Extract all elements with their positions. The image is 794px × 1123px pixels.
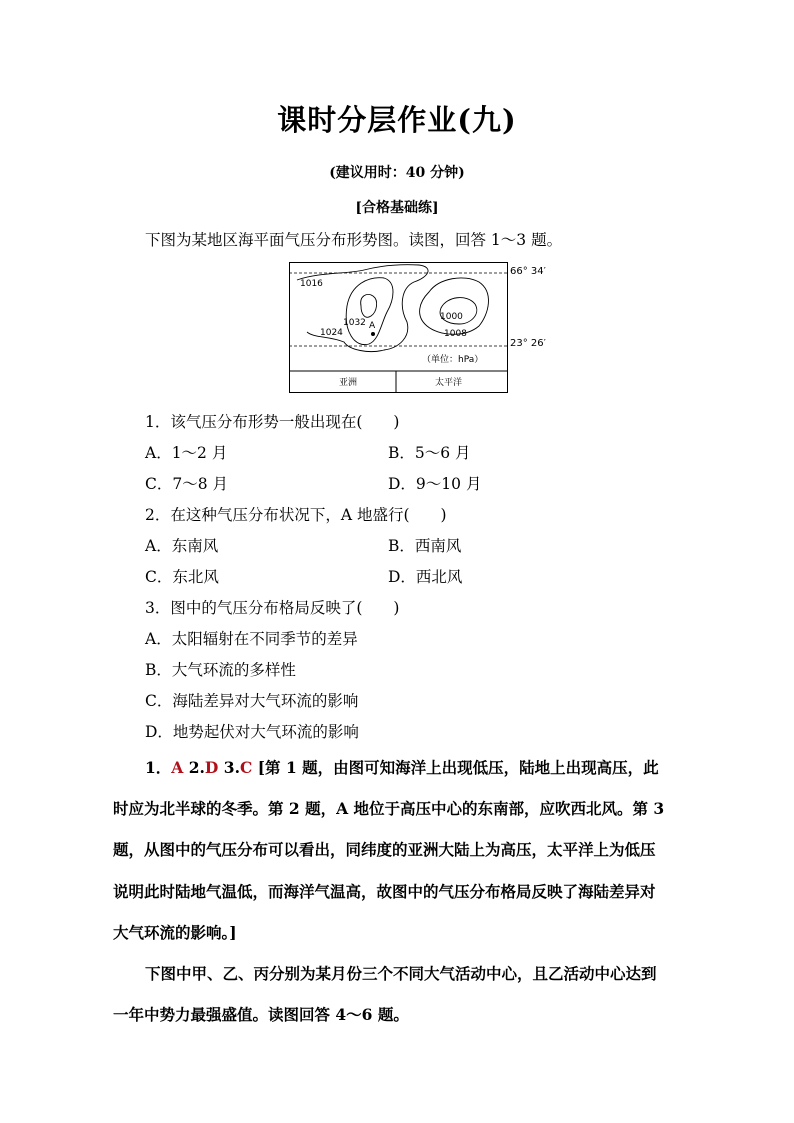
section-heading: [合格基础练] [355, 200, 439, 216]
label-1016: 1016 [300, 279, 323, 289]
answer-1-num: 1． [145, 758, 172, 777]
intro-1-3: 下图为某地区海平面气压分布形势图。读图，回答 1～3 题。 [145, 231, 563, 249]
q2-option-b: B．西南风 [388, 537, 462, 555]
q1-option-d: D．9～10 月 [388, 475, 482, 493]
explanation-text-2: 时应为北半球的冬季。第 2 题，A 地位于高压中心的东南部，应吹西北风。第 3 [113, 799, 665, 818]
region-asia: 亚洲 [339, 378, 358, 388]
answer-2-key: D [204, 758, 219, 777]
label-1000: 1000 [440, 312, 463, 322]
q2-stem: 2．在这种气压分布状况下，A 地盛行( ) [145, 506, 447, 524]
label-1024: 1024 [320, 328, 343, 338]
answer-3-key: C [239, 758, 253, 777]
intro-4-6-line-2: 一年中势力最强盛值。读图回答 4～6 题。 [113, 1005, 409, 1024]
q2-option-c: C．东北风 [145, 568, 219, 586]
point-a-marker [371, 332, 375, 336]
explanation-text-4: 说明此时陆地气温低，而海洋气温高，故图中的气压分布格局反映了海陆差异对 [113, 882, 656, 901]
pressure-map-figure [289, 262, 508, 393]
time-note: (建议用时：40 分钟) [329, 165, 465, 181]
answer-1-key: A [171, 758, 184, 777]
q3-option-c: C．海陆差异对大气环流的影响 [145, 692, 359, 710]
q3-option-a: A．太阳辐射在不同季节的差异 [145, 630, 358, 648]
q3-option-b: B．大气环流的多样性 [145, 661, 296, 679]
q3-option-d: D．地势起伏对大气环流的影响 [145, 723, 359, 741]
q1-option-a: A．1～2 月 [145, 444, 228, 462]
q3-stem: 3．图中的气压分布格局反映了( ) [145, 599, 400, 617]
label-1032: 1032 [343, 318, 366, 328]
intro-4-6-line-1: 下图中甲、乙、丙分别为某月份三个不同大气活动中心，且乙活动中心达到 [145, 964, 657, 983]
page-title: 课时分层作业(九) [277, 103, 517, 137]
label-point-a: A [369, 321, 376, 331]
answer-line-1 [145, 756, 659, 778]
q1-option-b: B．5～6 月 [388, 444, 471, 462]
q2-option-a: A．东南风 [145, 537, 219, 555]
latitude-bottom-label: 23° 26′ [510, 338, 546, 349]
explanation-text-5: 大气环流的影响。] [113, 923, 237, 942]
region-pacific: 太平洋 [435, 378, 463, 388]
answer-2-num: 2. [188, 758, 205, 777]
label-1008: 1008 [444, 329, 467, 339]
latitude-top-label: 66° 34′ [510, 266, 546, 277]
q1-option-c: C．7～8 月 [145, 475, 229, 493]
unit-label: （单位：hPa） [422, 355, 484, 365]
answer-3-num: 3. [223, 758, 240, 777]
explanation-text-1: [第 1 题，由图可知海洋上出现低压，陆地上出现高压，此 [257, 758, 659, 777]
q2-option-d: D．西北风 [388, 568, 463, 586]
q1-stem: 1．该气压分布形势一般出现在( ) [145, 413, 400, 431]
explanation-text-3: 题，从图中的气压分布可以看出，同纬度的亚洲大陆上为高压，太平洋上为低压 [113, 840, 656, 859]
